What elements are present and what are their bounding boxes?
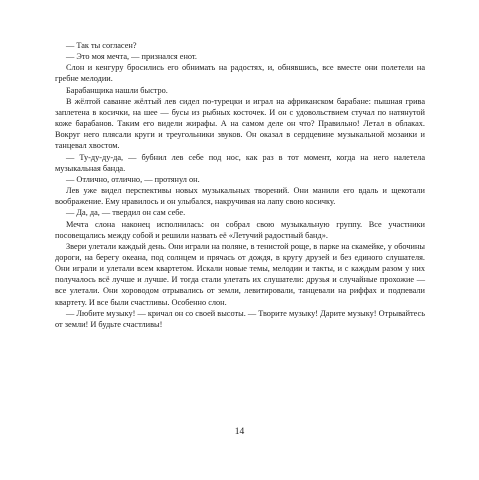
body-text xyxy=(55,40,425,330)
paragraph: Барабанщика нашли быстро. xyxy=(66,85,168,95)
paragraph: В жёлтой саванне жёлтый лев сидел по-турецки и играл на африканском барабане: пышная грива заплетена в косички, на шее — бусы из рыбных косточек. И он с удовольствием стучал по натянутой коже барабанов. Таким его видели жирафы. А на самом деле он что? Правильно! Летал в облаках. Вокруг него плясали круги и треугольники звуков. Он оказал в сердцевине музыкальной мозаики и танцевал хвостом. xyxy=(55,96,425,151)
paragraph: — Да, да, — твердил он сам себе. xyxy=(66,208,186,218)
paragraph: — Отлично, отлично, — протянул он. xyxy=(66,174,200,184)
paragraph: — Это моя мечта, — признался енот. xyxy=(66,52,197,62)
paragraph: Лев уже видел перспективы новых музыкальных творений. Они манили его вдаль и щекотали воображение. Ему нравилось и он улыбался, накручивая на лапу свою косичку. xyxy=(55,186,425,207)
paragraph: Слон и кенгуру бросились его обнимать на радостях, и, обнявшись, все вместе они полетели на гребне мелодии. xyxy=(55,63,425,84)
paragraph: Звери улетали каждый день. Они играли на поляне, в тенистой роще, в парке на скамейке, у обочины дороги, на берегу океана, под солнцем и прячась от дождя, в кругу друзей и без единого слушателя. Они играли и улетали всем квартетом. Искали новые темы, мелодии и такты, и с каждым разом у них получалось всё лучше и лучше. И тогда стали улетать их слушатели: друзья и случайные прохожие — все улетали. Они хороводом отрывались от земли, левитировали, танцевали на риффах и подпевали квартету. И все были счастливы. Особенно слон. xyxy=(55,241,425,307)
page-number: 14 xyxy=(234,427,245,437)
paragraph: — Так ты согласен? xyxy=(66,41,137,50)
paragraph: — Любите музыку! — кричал он со своей высоты. — Творите музыку! Дарите музыку! Отрывайтесь от земли! И будьте счастливы! xyxy=(55,308,425,329)
paragraph: Мечта слона наконец исполнилась: он собрал свою музыкальную группу. Все участники посовещались между собой и решили назвать её «Летучий радостный банд». xyxy=(55,219,425,240)
paragraph: — Ту-ду-ду-да, — бубнил лев себе под нос, как раз в тот момент, когда на него налетела музыкальная банда. xyxy=(55,152,425,173)
